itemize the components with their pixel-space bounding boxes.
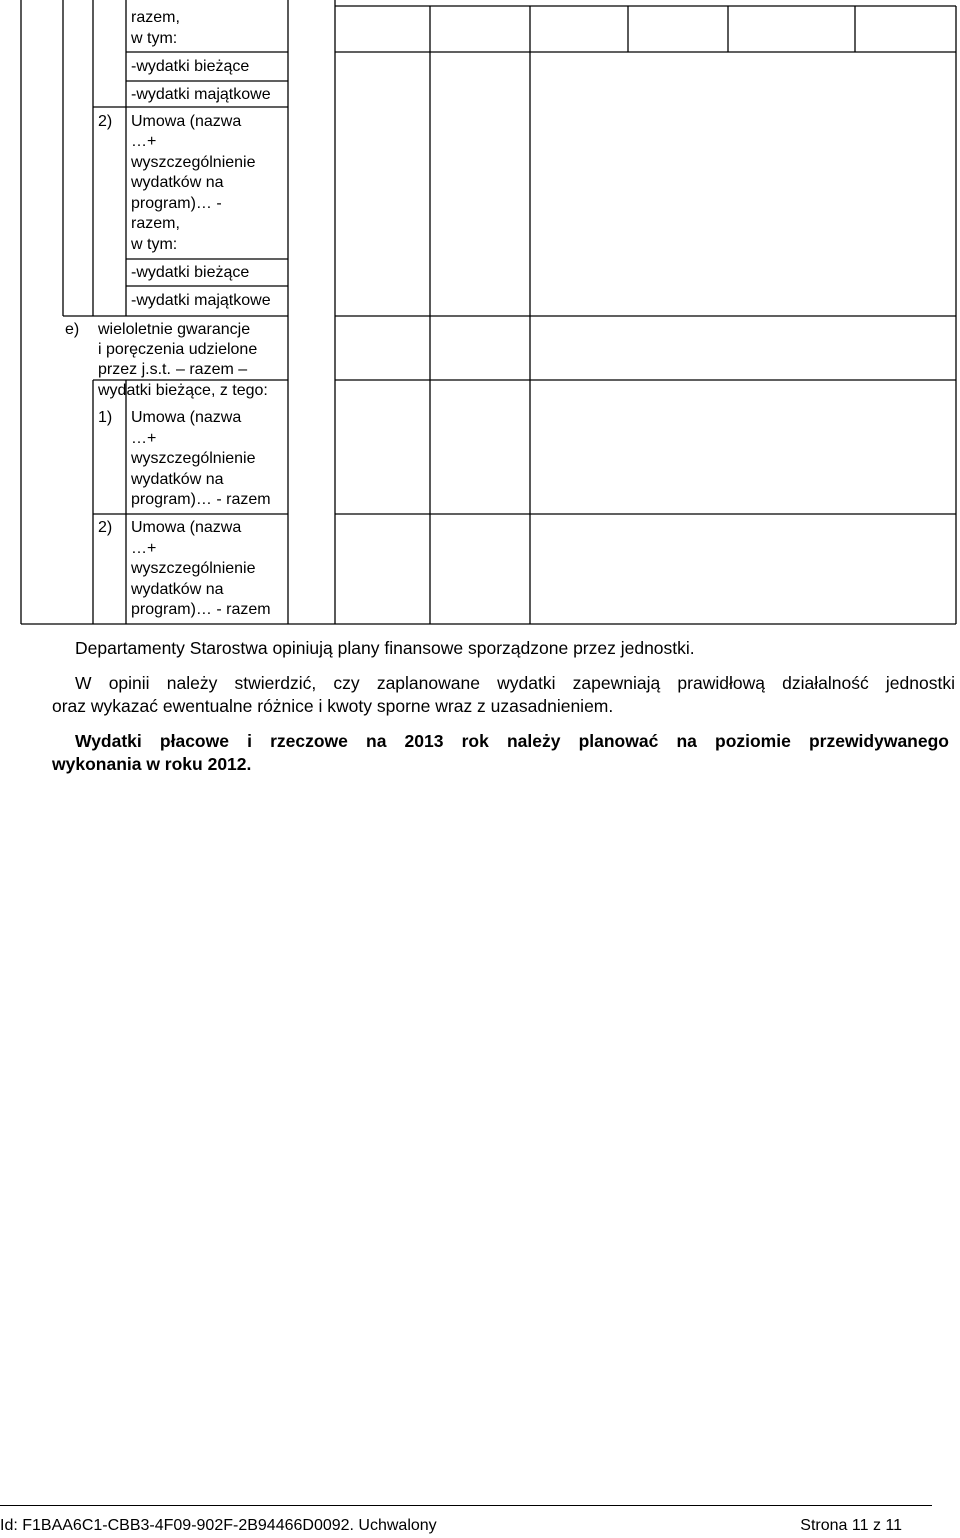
cell-text: -wydatki bieżące [131,58,250,75]
row-number: 2) [98,519,113,536]
cell-text: program)… - [131,195,222,212]
cell-text: wieloletnie gwarancje [98,321,251,338]
cell-text: -wydatki majątkowe [131,292,271,309]
paragraph-line: W opinii należy stwierdzić, czy zaplanowane wydatki zapewniają prawidłową działalność jednostki [75,673,955,693]
cell-text: wyszczególnienie [131,560,256,577]
cell-text: wydatków na [131,471,224,488]
paragraph-line: Departamenty Starostwa opiniują plany finansowe sporządzone przez jednostki. [75,638,695,658]
cell-text: …+ [131,540,157,557]
row-number: 2) [98,113,113,130]
row-letter: e) [65,321,80,338]
cell-text: wydatki bieżące, z tego: [98,382,268,399]
cell-text: wydatków na [131,174,224,191]
cell-text: – razem – [176,361,248,378]
document-id: Id: F1BAA6C1-CBB3-4F09-902F-2B94466D0092. Uchwalony [0,1517,437,1534]
cell-text: i poręczenia udzielone [98,341,258,358]
cell-text: w tym: [131,236,178,253]
paragraph-line: wykonania w roku 2012. [52,754,252,774]
page-number: Strona 11 z 11 [800,1517,902,1534]
paragraph-bold [52,730,949,776]
cell-text: razem, [131,215,180,232]
cell-text: w tym: [131,30,178,47]
cell-text: wyszczególnienie [131,154,256,171]
cell-text: -wydatki majątkowe [131,86,271,103]
cell-text: Umowa (nazwa [131,409,242,426]
cell-text: program)… - razem [131,491,271,508]
cell-text: wyszczególnienie [131,450,256,467]
paragraph [75,637,935,660]
paragraph-line: oraz wykazać ewentualne różnice i kwoty sporne wraz z uzasadnieniem. [52,696,614,716]
cell-text: wydatków na [131,581,224,598]
cell-text: razem, [131,9,180,26]
cell-text: …+ [131,133,157,150]
row-number: 1) [98,409,113,426]
paragraph [52,672,955,718]
paragraph-line: Wydatki płacowe i rzeczowe na 2013 rok należy planować na poziomie przewidywanego [75,731,949,751]
cell-text: program)… - razem [131,601,271,618]
footer-divider [0,1505,932,1506]
cell-text: Umowa (nazwa [131,113,242,130]
cell-text: -wydatki bieżące [131,264,250,281]
cell-text: …+ [131,430,157,447]
cell-text: Umowa (nazwa [131,519,242,536]
cell-text: przez j.s.t. [98,361,171,378]
budget-table [0,0,960,626]
